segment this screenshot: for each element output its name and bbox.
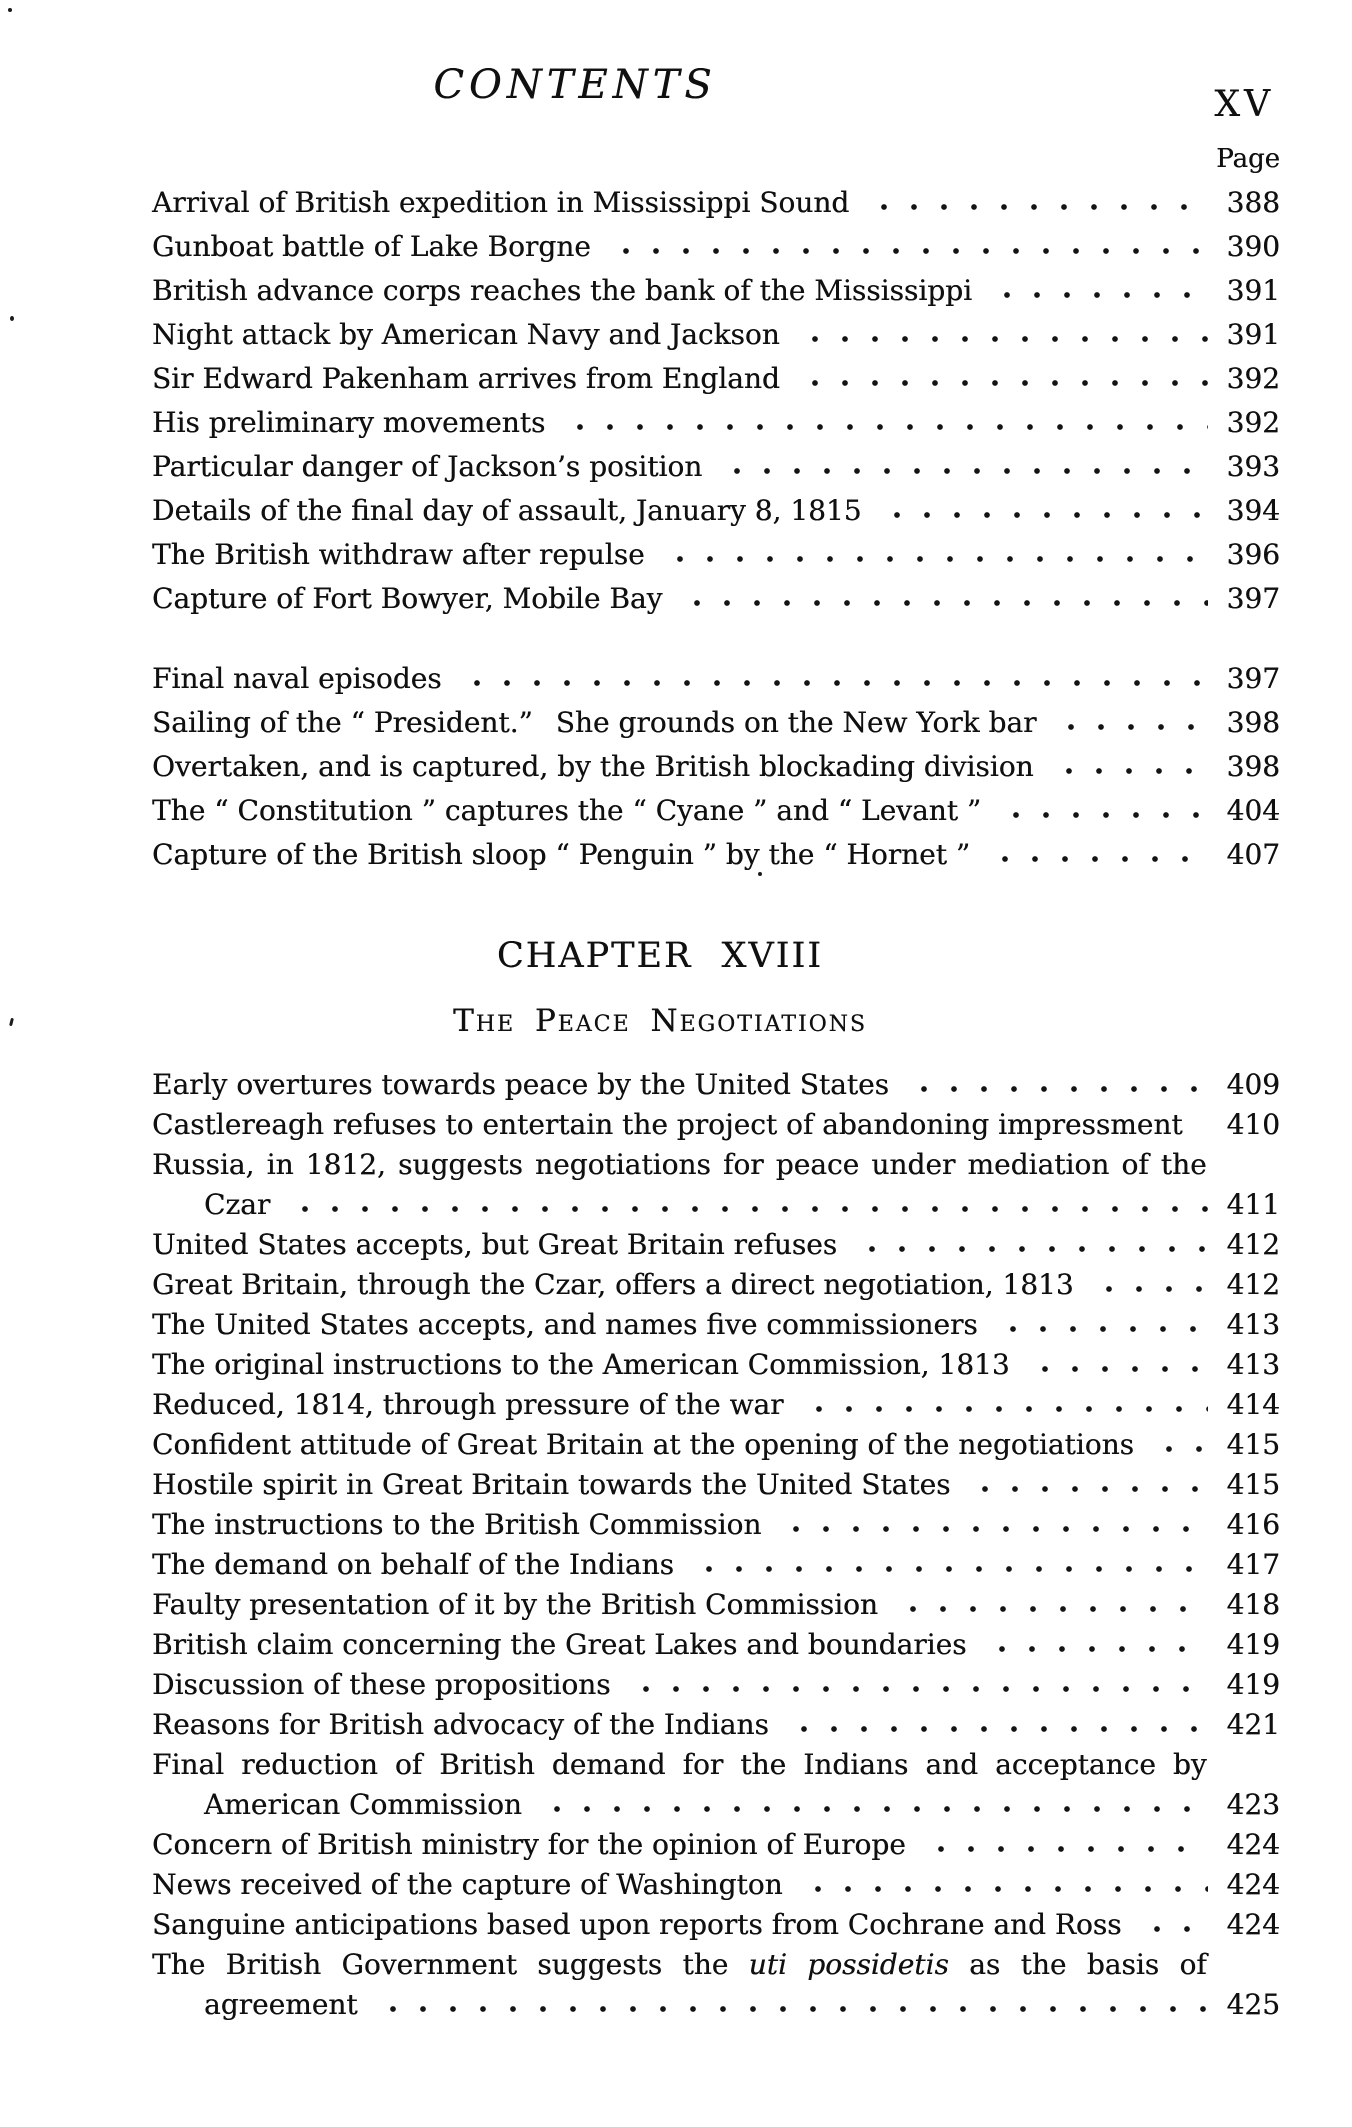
toc-entry	[152, 489, 1280, 533]
toc-section-peace-negotiations	[152, 1065, 1280, 2025]
dot-leader	[1028, 1364, 1208, 1374]
entry-title: The United States accepts, and names five commissioners	[152, 1308, 978, 1341]
dot-leader	[988, 854, 1208, 864]
dot-leader	[1054, 722, 1208, 732]
entry-title: Arrival of British expedition in Mississippi Sound	[152, 186, 850, 219]
dot-leader	[896, 1604, 1208, 1614]
entry-title: Particular danger of Jackson’s position	[152, 450, 703, 483]
page-number: 392	[1226, 406, 1280, 439]
page-number: 413	[1226, 1308, 1280, 1341]
dot-leader	[563, 422, 1208, 432]
page-number: 418	[1226, 1588, 1280, 1621]
dot-leader	[924, 1844, 1208, 1854]
toc-entry	[152, 1785, 1280, 1825]
entry-title: Capture of the British sloop “ Penguin ” by the “ Hornet ”	[152, 838, 971, 871]
entry-title: American Commission	[204, 1788, 522, 1821]
dot-leader	[1152, 1444, 1208, 1454]
dot-leader	[880, 510, 1208, 520]
page-number: 388	[1226, 186, 1280, 219]
page-number: 412	[1226, 1268, 1280, 1301]
entry-title: Details of the final day of assault, January 8, 1815	[152, 494, 862, 527]
entry-text-part: The British Government suggests the	[152, 1948, 749, 1981]
dot-leader	[787, 1724, 1208, 1734]
entry-title: British claim concerning the Great Lakes and boundaries	[152, 1628, 967, 1661]
toc-entry	[152, 1185, 1280, 1225]
toc-entry	[152, 1585, 1280, 1625]
page-number: 391	[1226, 274, 1280, 307]
chapter-heading-block	[96, 933, 1224, 1039]
entry-title: Overtaken, and is captured, by the British blockading division	[152, 750, 1034, 783]
entry-title: Great Britain, through the Czar, offers a direct negotiation, 1813	[152, 1268, 1074, 1301]
page-column-label: Page	[1216, 144, 1280, 174]
dot-leader	[968, 1484, 1208, 1494]
toc-entry	[152, 1105, 1280, 1145]
toc-entry	[152, 1425, 1280, 1465]
page-number: 424	[1226, 1828, 1280, 1861]
entry-title: British advance corps reaches the bank of the Mississippi	[152, 274, 973, 307]
page-number: 404	[1226, 794, 1280, 827]
dot-leader	[798, 334, 1208, 344]
dot-leader	[798, 378, 1208, 388]
dot-leader	[801, 1884, 1208, 1894]
dot-leader	[663, 554, 1208, 564]
entry-title: News received of the capture of Washington	[152, 1868, 783, 1901]
entry-title: The “ Constitution ” captures the “ Cyane ” and “ Levant ”	[152, 794, 982, 827]
entry-title: The instructions to the British Commission	[152, 1508, 762, 1541]
toc-entry	[152, 313, 1280, 357]
scan-speck	[758, 872, 762, 876]
page-number: 398	[1226, 750, 1280, 783]
toc-entry	[152, 1305, 1280, 1345]
dot-leader	[376, 2004, 1208, 2014]
toc-entry	[152, 1865, 1280, 1905]
entry-title: Sir Edward Pakenham arrives from England	[152, 362, 780, 395]
page-number: 391	[1226, 318, 1280, 351]
toc-entry	[152, 1985, 1280, 2025]
page-number: 421	[1226, 1708, 1280, 1741]
toc-entry	[152, 1705, 1280, 1745]
toc-entry	[152, 1545, 1280, 1585]
entry-title: Castlereagh refuses to entertain the project of abandoning impressment	[152, 1108, 1183, 1141]
page-number: 407	[1226, 838, 1280, 871]
page-number: 419	[1226, 1628, 1280, 1661]
page-number: 397	[1226, 582, 1280, 615]
dot-leader	[985, 1644, 1208, 1654]
entry-title: His preliminary movements	[152, 406, 546, 439]
toc-body	[152, 181, 1280, 2025]
chapter-subtitle: The Peace Negotiations	[453, 1003, 867, 1039]
entry-title: United States accepts, but Great Britain refuses	[152, 1228, 838, 1261]
toc-entry	[152, 181, 1280, 225]
page-number: 415	[1226, 1468, 1280, 1501]
dot-leader	[867, 202, 1208, 212]
entry-title: Final reduction of British demand for the Indians and acceptance by	[152, 1748, 1207, 1781]
dot-leader	[779, 1524, 1208, 1534]
page-number: 425	[1226, 1988, 1280, 2021]
entry-title: The demand on behalf of the Indians	[152, 1548, 674, 1581]
page-number: 415	[1226, 1428, 1280, 1461]
page-number: 416	[1226, 1508, 1280, 1541]
toc-entry	[152, 1345, 1280, 1385]
scan-speck	[10, 316, 14, 321]
toc-section-naval-episodes	[152, 657, 1280, 877]
entry-title: The original instructions to the American Commission, 1813	[152, 1348, 1010, 1381]
page-number: 409	[1226, 1068, 1280, 1101]
entry-title: Capture of Fort Bowyer, Mobile Bay	[152, 582, 663, 615]
page-number: 411	[1226, 1188, 1280, 1221]
latin-phrase: uti possidetis	[748, 1948, 949, 1981]
page-number: 398	[1226, 706, 1280, 739]
toc-entry	[152, 401, 1280, 445]
toc-entry	[152, 225, 1280, 269]
page-number: 410	[1226, 1108, 1280, 1141]
toc-entry	[152, 1905, 1280, 1945]
entry-title: Reduced, 1814, through pressure of the war	[152, 1388, 784, 1421]
entry-title: Early overtures towards peace by the United States	[152, 1068, 889, 1101]
dot-leader	[609, 246, 1208, 256]
dot-leader	[288, 1204, 1208, 1214]
toc-entry	[152, 1145, 1280, 1185]
page-number: 414	[1226, 1388, 1280, 1421]
toc-entry	[152, 1625, 1280, 1665]
entry-title: Confident attitude of Great Britain at the opening of the negotiations	[152, 1428, 1134, 1461]
entry-title: Final naval episodes	[152, 662, 442, 695]
page-number: 419	[1226, 1668, 1280, 1701]
toc-entry	[152, 1945, 1280, 1985]
page-number: 424	[1226, 1868, 1280, 1901]
page-number: 423	[1226, 1788, 1280, 1821]
toc-entry	[152, 1505, 1280, 1545]
entry-title: Czar	[204, 1188, 271, 1221]
entry-title: Reasons for British advocacy of the Indians	[152, 1708, 769, 1741]
entry-title	[152, 1945, 1207, 1985]
toc-entry	[152, 745, 1280, 789]
entry-title: Sailing of the “ President.” She grounds on the New York bar	[152, 706, 1037, 739]
dot-leader	[680, 598, 1208, 608]
toc-entry	[152, 1265, 1280, 1305]
toc-entry	[152, 357, 1280, 401]
toc-entry	[152, 1225, 1280, 1265]
toc-section-new-orleans	[152, 181, 1280, 621]
toc-entry	[152, 1385, 1280, 1425]
toc-entry	[152, 657, 1280, 701]
page-number: 417	[1226, 1548, 1280, 1581]
dot-leader	[996, 1324, 1208, 1334]
chapter-title: CHAPTER XVIII	[496, 936, 824, 976]
entry-title: Gunboat battle of Lake Borgne	[152, 230, 591, 263]
dot-leader	[629, 1684, 1208, 1694]
entry-title: Hostile spirit in Great Britain towards the United States	[152, 1468, 951, 1501]
page-number: 396	[1226, 538, 1280, 571]
entry-title: Concern of British ministry for the opinion of Europe	[152, 1828, 906, 1861]
dot-leader	[855, 1244, 1208, 1254]
entry-title: Night attack by American Navy and Jackson	[152, 318, 780, 351]
page-number: 397	[1226, 662, 1280, 695]
toc-entry	[152, 1065, 1280, 1105]
page-number: 392	[1226, 362, 1280, 395]
dot-leader	[907, 1084, 1208, 1094]
toc-entry	[152, 1465, 1280, 1505]
toc-entry	[152, 789, 1280, 833]
dot-leader	[990, 290, 1208, 300]
toc-entry	[152, 701, 1280, 745]
page-title: CONTENTS	[433, 62, 717, 108]
dot-leader	[1140, 1924, 1208, 1934]
dot-leader	[802, 1404, 1209, 1414]
toc-entry	[152, 577, 1280, 621]
toc-entry	[152, 1665, 1280, 1705]
toc-entry	[152, 533, 1280, 577]
dot-leader	[720, 466, 1208, 476]
toc-entry	[152, 833, 1280, 877]
dot-leader	[1052, 766, 1208, 776]
dot-leader	[999, 810, 1208, 820]
entry-title: Russia, in 1812, suggests negotiations for peace under mediation of the	[152, 1148, 1207, 1181]
page-number: 424	[1226, 1908, 1280, 1941]
toc-entry	[152, 1825, 1280, 1865]
toc-entry	[152, 1745, 1280, 1785]
entry-title: Discussion of these propositions	[152, 1668, 611, 1701]
dot-leader	[540, 1804, 1208, 1814]
page-number: 412	[1226, 1228, 1280, 1261]
entry-title: Faulty presentation of it by the British Commission	[152, 1588, 878, 1621]
toc-entry	[152, 269, 1280, 313]
dot-leader	[1092, 1284, 1208, 1294]
entry-text-part: as the basis of	[948, 1948, 1207, 1981]
page-number: 413	[1226, 1348, 1280, 1381]
scan-speck	[9, 1018, 14, 1026]
page-number: 393	[1226, 450, 1280, 483]
page-number: 390	[1226, 230, 1280, 263]
entry-title: The British withdraw after repulse	[152, 538, 645, 571]
dot-leader	[692, 1564, 1208, 1574]
toc-entry	[152, 445, 1280, 489]
page-number: 394	[1226, 494, 1280, 527]
dot-leader	[1201, 1124, 1208, 1134]
entry-title: Sanguine anticipations based upon reports from Cochrane and Ross	[152, 1908, 1122, 1941]
entry-title: agreement	[204, 1988, 358, 2021]
scan-speck	[8, 8, 12, 12]
dot-leader	[460, 678, 1208, 688]
folio-roman-numeral: XV	[1214, 84, 1274, 125]
